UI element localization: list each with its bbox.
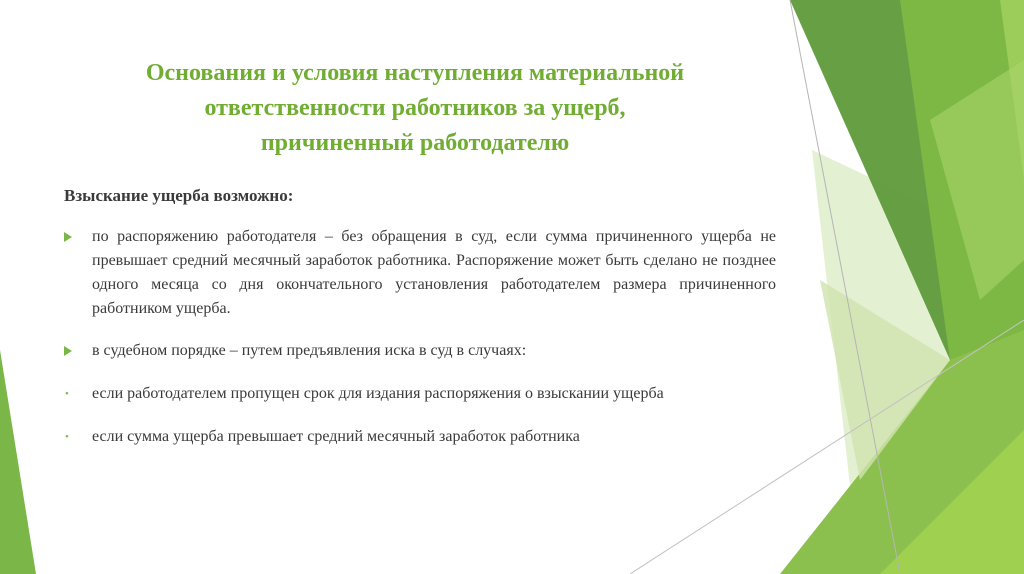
- list-item: [64, 339, 776, 363]
- title-line: причиненный работодателю: [260, 130, 570, 156]
- slide-title: [70, 56, 760, 161]
- arrow-bullet-icon: [64, 346, 72, 356]
- left-green-strip: [0, 350, 36, 574]
- title-line: Основания и условия наступления материальной: [145, 60, 685, 86]
- list-item-text: если работодателем пропущен срок для издания распоряжения о взыскании ущерба: [92, 385, 664, 402]
- list-item-text: если сумма ущерба превышает средний месячный заработок работника: [92, 428, 580, 445]
- slide-body: [64, 186, 776, 449]
- list-item: [64, 382, 776, 406]
- intro-heading: Взыскание ущерба возможно:: [64, 186, 294, 205]
- list-item-text: в судебном порядке – путем предъявления иска в суд в случаях:: [92, 342, 527, 359]
- arrow-bullet-icon: [64, 232, 72, 242]
- list-item: [64, 225, 776, 321]
- list-item: [64, 425, 776, 449]
- title-line: ответственности работников за ущерб,: [204, 95, 626, 121]
- bullet-list: [64, 225, 776, 449]
- list-item-text: по распоряжению работодателя – без обращения в суд, если сумма причиненного ущерба не превышает средний месячный заработок работника. Распоряжение может быть сделано не позднее одного месяца со дня окончательного установления работодателем размера причиненного работником ущерба.: [92, 228, 776, 317]
- dot-bullet-icon: •: [65, 431, 69, 443]
- dot-bullet-icon: •: [65, 388, 69, 400]
